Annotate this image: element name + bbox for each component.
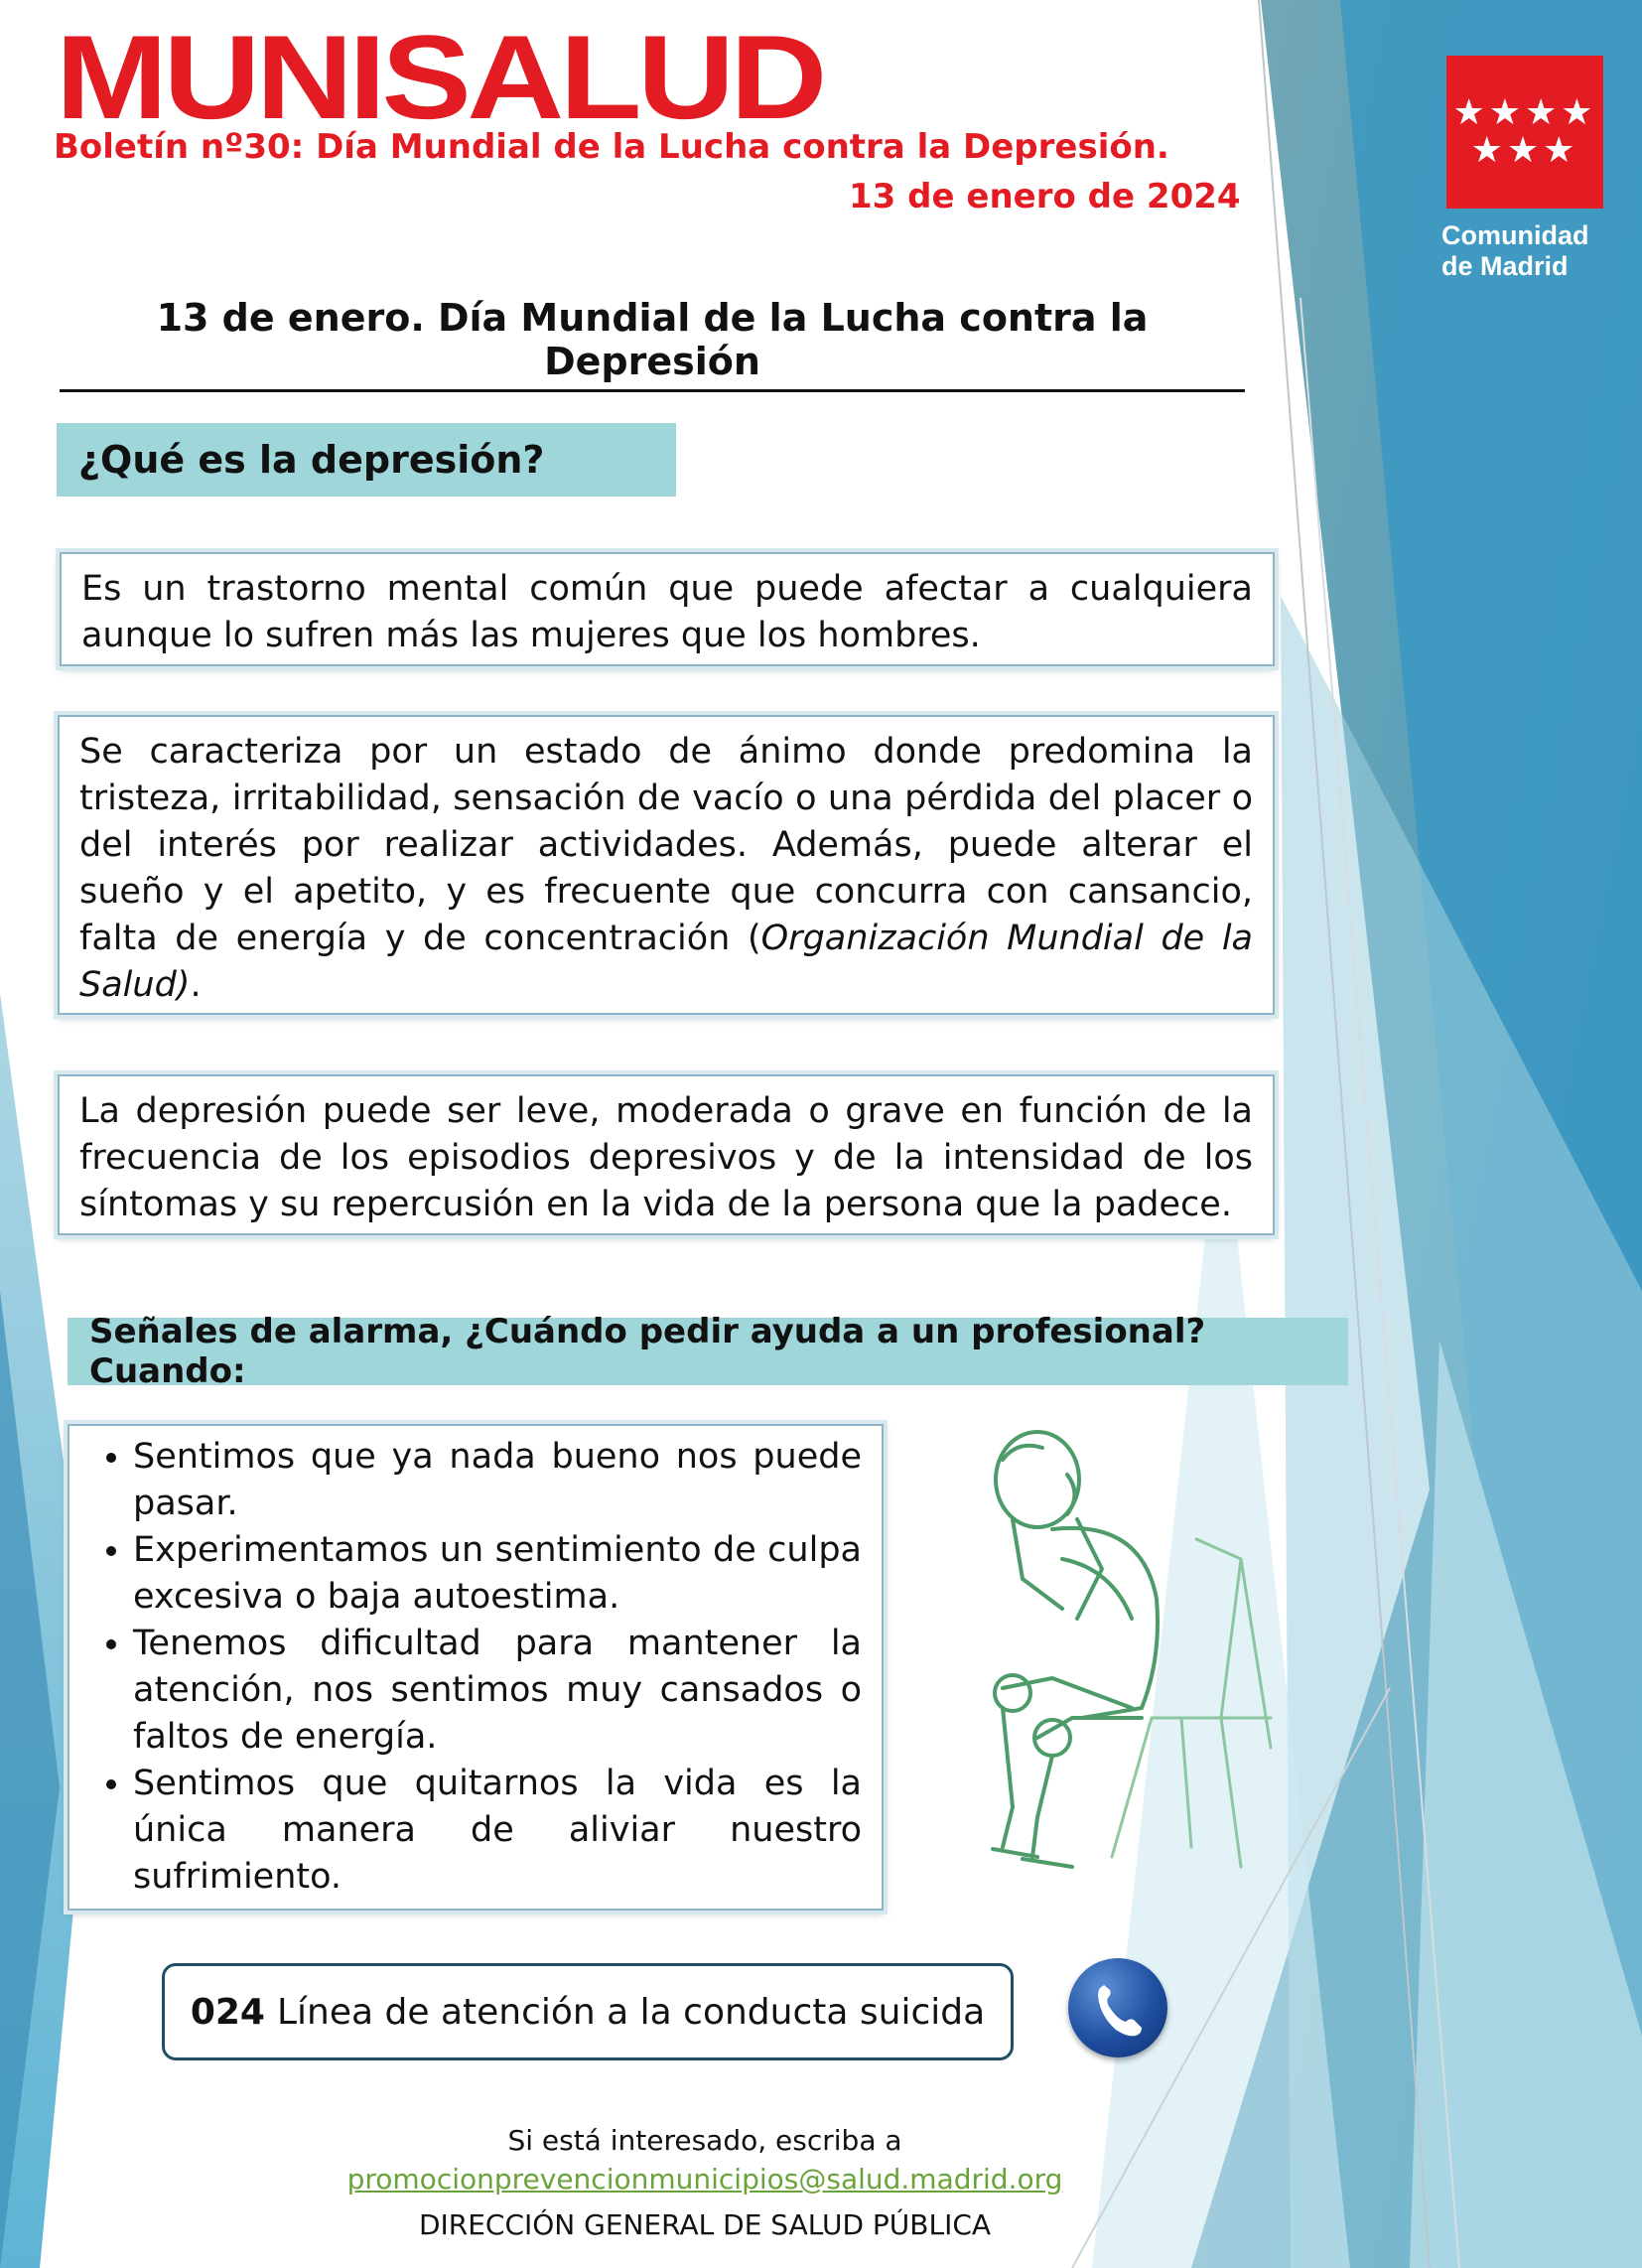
list-item: • Sentimos que ya nada bueno nos puede pasar.	[133, 1434, 862, 1527]
logo-text-line1: Comunidad	[1441, 220, 1589, 250]
logo-text-line2: de Madrid	[1441, 251, 1569, 281]
characteristics-text: Se caracteriza por un estado de ánimo donde predomina la tristeza, irritabilidad, sensación de vacío o una pérdida del placer o del interés por realizar actividades. Además, puede alterar el sueño y el apetito, y es frecuente que concurra con cansancio, falta de energía y de concentración (	[79, 732, 1253, 958]
comunidad-madrid-flag-logo	[1446, 56, 1603, 209]
severity-text: La depresión puede ser leve, moderada o grave en función de la frecuencia de los episodios depresivos y de la intensidad de los síntomas y su repercusión en la vida de la persona que la padece.	[79, 1091, 1253, 1224]
phone-icon[interactable]	[1068, 1958, 1167, 2057]
characteristics-end: .	[190, 965, 202, 1005]
brand-title: MUNISALUD	[56, 11, 823, 144]
definition-text: Es un trastorno mental común que puede afectar a cualquiera aunque lo sufren más las mujeres que los hombres.	[81, 569, 1253, 655]
helpline-label: Línea de atención a la conducta suicida	[276, 1991, 986, 2033]
bulletin-date: 13 de enero de 2024	[849, 177, 1241, 216]
depressed-person-figure	[943, 1420, 1291, 1872]
list-item: • Experimentamos un sentimiento de culpa excesiva o baja autoestima.	[133, 1527, 862, 1621]
warning-signs-box	[68, 1424, 884, 1911]
helpline-number: 024	[190, 1991, 265, 2033]
comunidad-madrid-logo-text	[1441, 220, 1612, 282]
list-item: • Sentimos que quitarnos la vida es la única manera de aliviar nuestro sufrimiento.	[133, 1761, 862, 1901]
footer-department: DIRECCIÓN GENERAL DE SALUD PÚBLICA	[418, 2208, 992, 2241]
main-title: 13 de enero. Día Mundial de la Lucha contra la Depresión	[60, 296, 1245, 392]
bulletin-title: Boletín nº30: Día Mundial de la Lucha contra la Depresión.	[54, 127, 1169, 167]
section-heading-warning-signs: Señales de alarma, ¿Cuándo pedir ayuda a un profesional? Cuando:	[68, 1318, 1348, 1385]
section-heading-what-is-depression: ¿Qué es la depresión?	[57, 423, 676, 496]
info-box-severity	[58, 1074, 1275, 1235]
stars-row-top: ★★★★	[1452, 92, 1597, 133]
info-box-characteristics	[58, 715, 1275, 1015]
stars-row-bottom: ★★★	[1470, 130, 1579, 171]
footer-email-link[interactable]: promocionprevencionmunicipios@salud.madrid.org	[346, 2163, 1063, 2196]
info-box-definition	[60, 552, 1275, 666]
who-source: Organización Mundial de la Salud)	[79, 919, 1253, 1005]
list-item: • Tenemos dificultad para mantener la atención, nos sentimos muy cansados o faltos de energía.	[133, 1621, 862, 1761]
warning-signs-list	[89, 1434, 862, 1901]
footer-contact-text: Si está interesado, escriba a	[507, 2124, 902, 2157]
helpline-box[interactable]	[162, 1963, 1014, 2060]
